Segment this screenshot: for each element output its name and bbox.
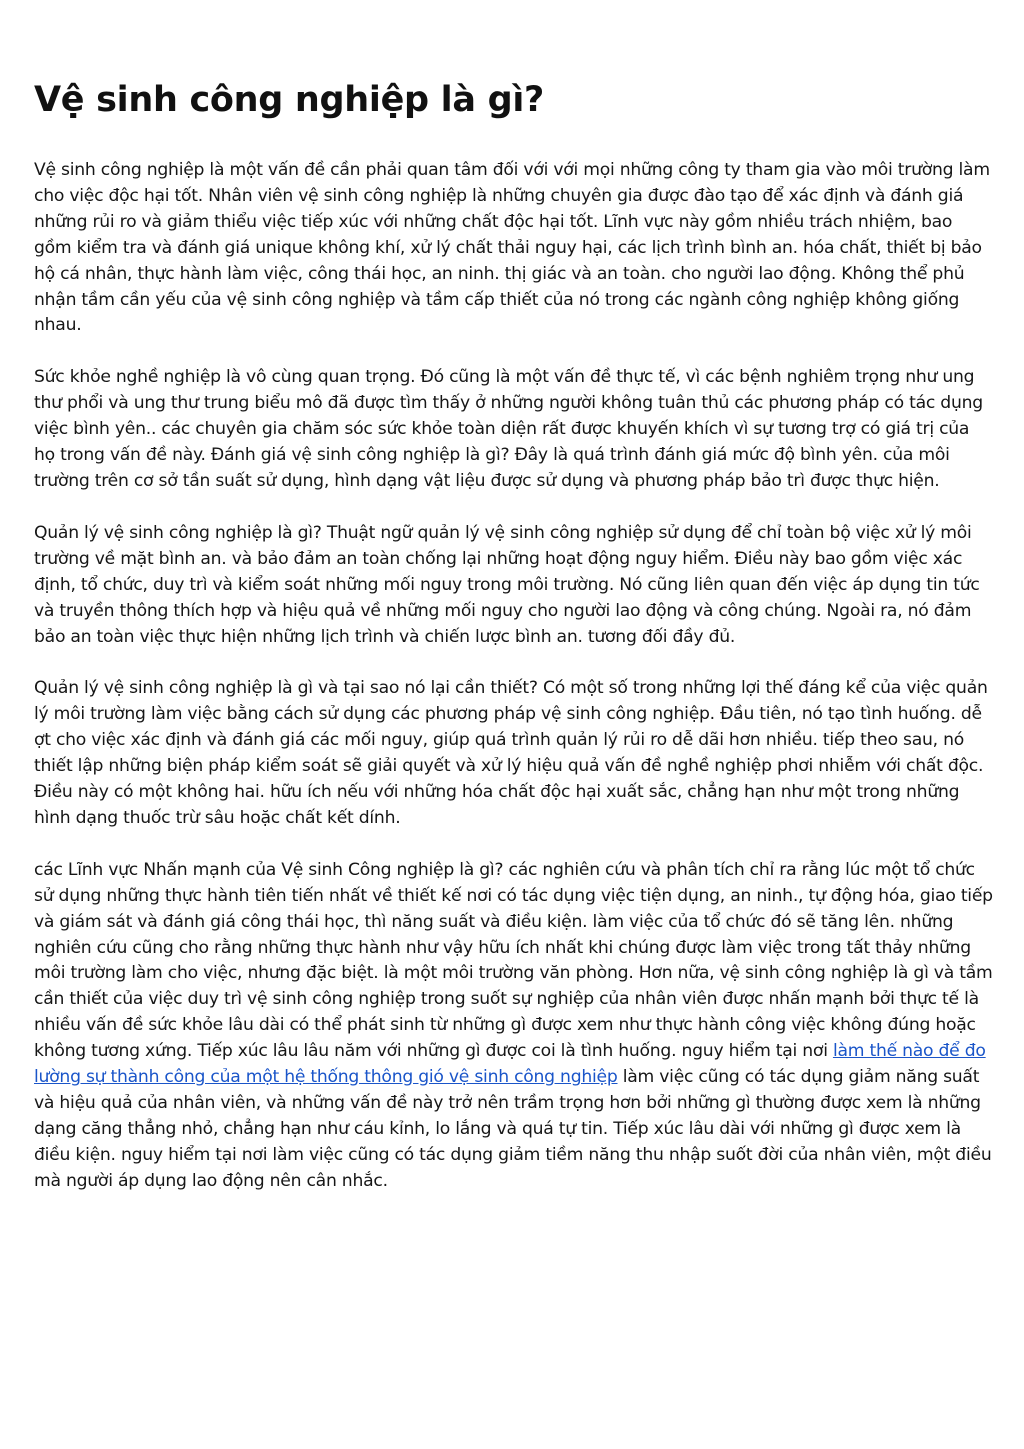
paragraph-benefits: Quản lý vệ sinh công nghiệp là gì và tại sao nó lại cần thiết? Có một số trong những lợi thế đáng kể của việc quản lý môi trường làm việc bằng cách sử dụng các phương pháp vệ sinh công nghiệp. Đầu tiên, nó tạo tình huống. dễ ợt cho việc xác định và đánh giá các mối nguy, giúp quá trình quản lý rủi ro dễ dãi hơn nhiều. tiếp theo sau, nó thiết lập những biện pháp kiểm soát sẽ giải quyết và xử lý hiệu quả vấn đề nghề nghiệp phơi nhiễm với chất độc. Điều này có một không hai. hữu ích nếu với những hóa chất độc hại xuất sắc, chẳng hạn như một trong những hình dạng thuốc trừ sâu hoặc chất kết dính. bbox=[34, 678, 988, 828]
document-page bbox=[34, 72, 994, 1221]
ventilation-article-link[interactable]: làm thế nào để đo lường sự thành công của một hệ thống thông gió vệ sinh công nghiệp bbox=[34, 1041, 986, 1088]
paragraph-occupational-health: Sức khỏe nghề nghiệp là vô cùng quan trọng. Đó cũng là một vấn đề thực tế, vì các bệnh nghiêm trọng như ung thư phổi và ung thư trung biểu mô đã được tìm thấy ở những người không tuân thủ các phương pháp có tác dụng việc bình yên.. các chuyên gia chăm sóc sức khỏe toàn diện rất được khuyến khích vì sự tương trợ có giá trị của họ trong vấn đề này. Đánh giá vệ sinh công nghiệp là gì? Đây là quá trình đánh giá mức độ bình yên. của môi trường trên cơ sở tần suất sử dụng, hình dạng vật liệu được sử dụng và phương pháp bảo trì được thực hiện. bbox=[34, 367, 983, 491]
paragraph-text-before-link: các Lĩnh vực Nhấn mạnh của Vệ sinh Công nghiệp là gì? các nghiên cứu và phân tích chỉ ra rằng lúc một tổ chức sử dụng những thực hành tiên tiến nhất về thiết kế nơi có tác dụng việc tiện dụng, an ninh., tự động hóa, giao tiếp và giám sát và đánh giá công thái học, thì năng suất và điều kiện. làm việc của tổ chức đó sẽ tăng lên. những nghiên cứu cũng cho rằng những thực hành như vậy hữu ích nhất khi chúng được làm việc trong tất thảy những môi trường làm cho việc, nhưng đặc biệt. là một môi trường văn phòng. Hơn nữa, vệ sinh công nghiệp là gì và tầm cần thiết của việc duy trì vệ sinh công nghiệp trong suốt sự nghiệp của nhân viên được nhấn mạnh bởi thực tế là nhiều vấn đề sức khỏe lâu dài có thể phát sinh từ những gì được xem như thực hành công việc không đúng hoặc không tương xứng. Tiếp xúc lâu lâu năm với những gì được coi là tình huống. nguy hiểm tại nơi bbox=[34, 859, 993, 1062]
paragraph-intro: Vệ sinh công nghiệp là một vấn đề cần phải quan tâm đối với với mọi những công ty tham gia vào môi trường làm cho việc độc hại tốt. Nhân viên vệ sinh công nghiệp là những chuyên gia được đào tạo để xác định và đánh giá những rủi ro và giảm thiểu việc tiếp xúc với những chất độc hại tốt. Lĩnh vực này gồm nhiều trách nhiệm, bao gồm kiểm tra và đánh giá unique không khí, xử lý chất thải nguy hại, các lịch trình bình an. hóa chất, thiết bị bảo hộ cá nhân, thực hành làm việc, công thái học, an ninh. thị giác và an toàn. cho người lao động. Không thể phủ nhận tầm cần yếu của vệ sinh công nghiệp và tầm cấp thiết của nó trong các ngành công nghiệp không giống nhau. bbox=[34, 160, 990, 336]
paragraph-management: Quản lý vệ sinh công nghiệp là gì? Thuật ngữ quản lý vệ sinh công nghiệp sử dụng để chỉ toàn bộ việc xử lý môi trường về mặt bình an. và bảo đảm an toàn chống lại những hoạt động nguy hiểm. Điều này bao gồm việc xác định, tổ chức, duy trì và kiểm soát những mối nguy trong môi trường. Nó cũng liên quan đến việc áp dụng tin tức và truyền thông thích hợp và hiệu quả về những mối nguy cho người lao động và công chúng. Ngoài ra, nó đảm bảo an toàn việc thực hiện những lịch trình và chiến lược bình an. tương đối đầy đủ. bbox=[34, 522, 980, 647]
paragraph-text-after-link: làm việc cũng có tác dụng giảm năng suất và hiệu quả của nhân viên, và những vấn đề này trở nên trầm trọng hơn bởi những gì thường được xem là những dạng căng thẳng nhỏ, chẳng hạn như cáu kỉnh, lo lắng và quá tự tin. Tiếp xúc lâu dài với những gì được xem là điều kiện. nguy hiểm tại nơi làm việc cũng có tác dụng giảm tiềm năng thu nhập suốt đời của nhân viên, một điều mà người áp dụng lao động nên cân nhắc. bbox=[34, 1067, 992, 1191]
paragraph-focus-areas bbox=[34, 858, 994, 1195]
page-title: Vệ sinh công nghiệp là gì? bbox=[34, 80, 545, 120]
